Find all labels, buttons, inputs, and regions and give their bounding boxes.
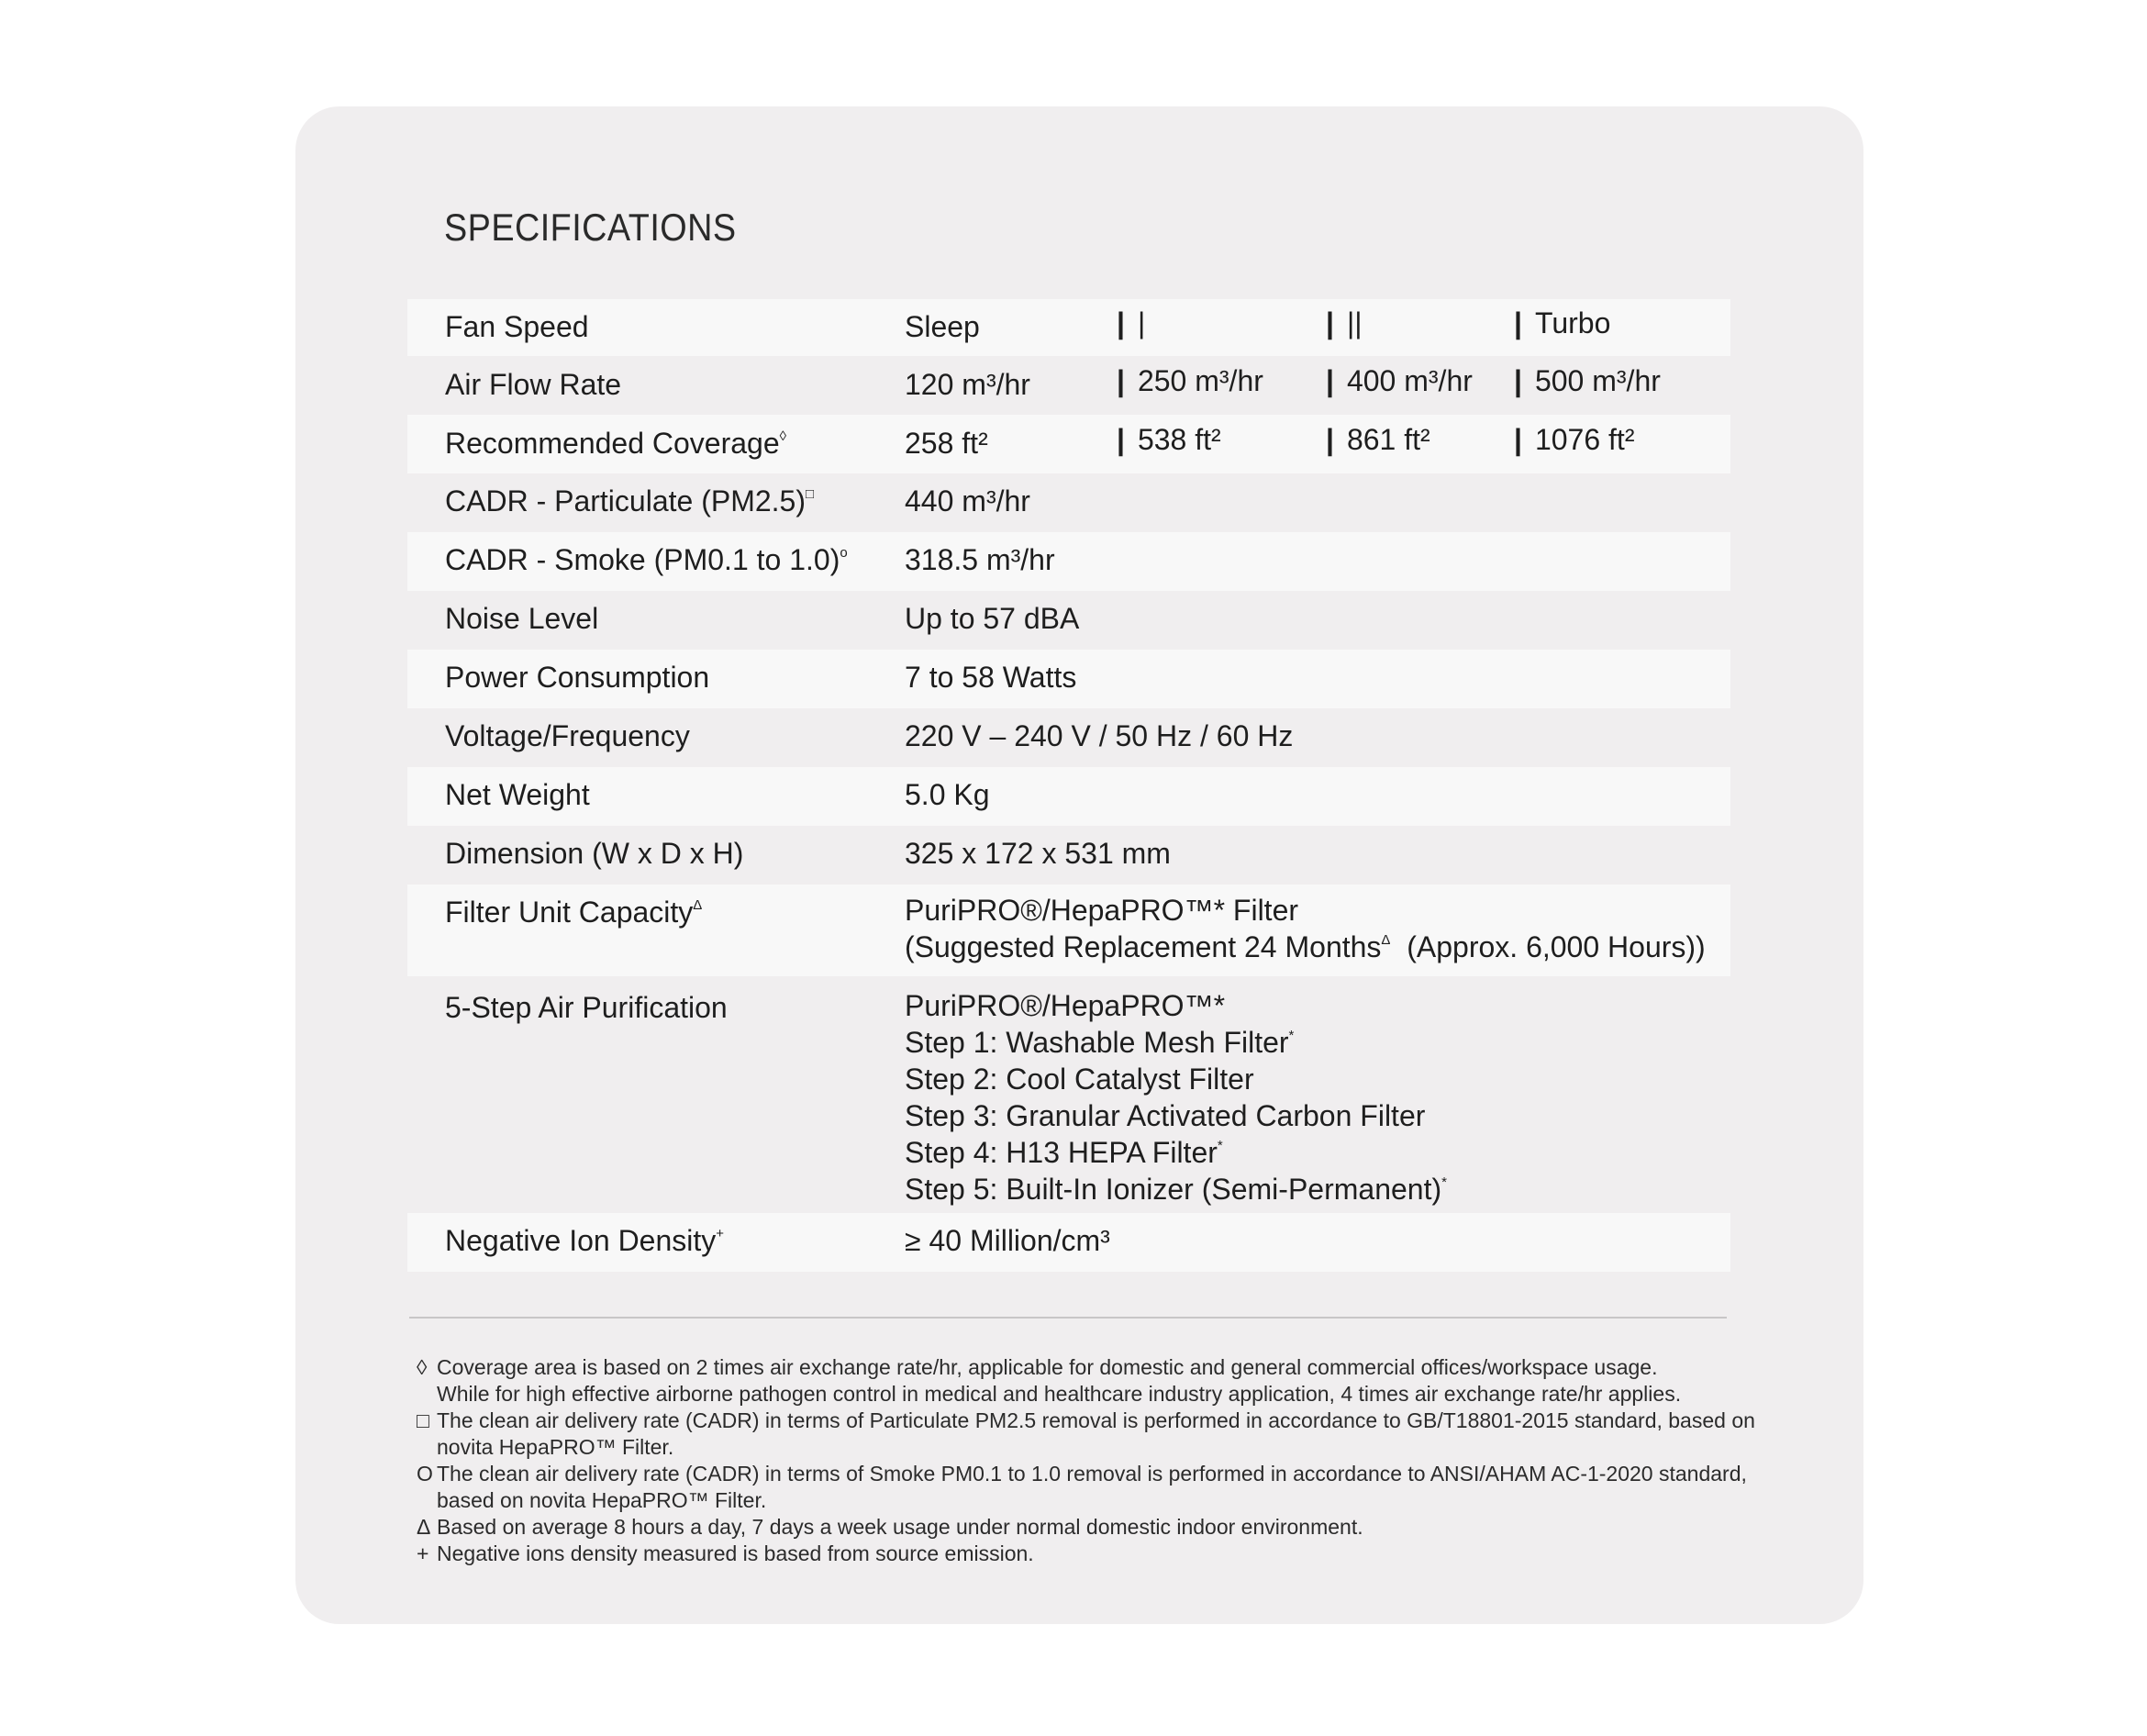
spec-row-purification — [407, 976, 1730, 1213]
spec-label — [445, 1224, 724, 1258]
footnote-line: Negative ions density measured is based from source emission. — [437, 1541, 1034, 1565]
coverage-value — [1326, 423, 1430, 457]
footnote-mark: * — [1441, 1174, 1447, 1190]
footnote-line: While for high effective airborne pathogen control in medical and healthcare industry application, 4 times air exchange rate/hr applies. — [437, 1382, 1682, 1406]
divider — [409, 1317, 1727, 1319]
footnote-line: Based on average 8 hours a day, 7 days a week usage under normal domestic indoor environment. — [437, 1515, 1363, 1539]
column-separator: | — [1117, 364, 1125, 397]
purification-step — [905, 1061, 1447, 1097]
air-flow-value — [1514, 364, 1661, 398]
footnote — [417, 1514, 1756, 1541]
filter-replacement — [905, 929, 1706, 965]
spec-label-text: Negative Ion Density — [445, 1224, 717, 1257]
column-separator: | — [1514, 423, 1522, 456]
spec-row — [407, 473, 1730, 532]
air-flow-value: 120 m³/hr — [905, 368, 1030, 401]
footnote — [417, 1354, 1756, 1408]
spec-row — [407, 532, 1730, 591]
spec-label — [445, 484, 814, 518]
step-text: Step 4: H13 HEPA Filter — [905, 1136, 1218, 1169]
column-separator: | — [1326, 423, 1334, 456]
column-separator: | — [1117, 306, 1125, 339]
fan-speed-level-text: Turbo — [1534, 306, 1611, 339]
spec-label: Dimension (W x D x H) — [445, 837, 744, 870]
spec-label: Voltage/Frequency — [445, 719, 690, 752]
footnote-line: novita HepaPRO™ Filter. — [437, 1435, 674, 1459]
coverage-value: 258 ft² — [905, 427, 988, 460]
footnote — [417, 1408, 1756, 1461]
coverage-value-text: 861 ft² — [1346, 423, 1430, 456]
coverage-value-text: 538 ft² — [1137, 423, 1221, 456]
footnote-mark: * — [1217, 1138, 1223, 1153]
spec-value: 5.0 Kg — [905, 778, 990, 811]
footnote-mark: * — [1288, 1028, 1295, 1043]
spec-row-filter-capacity — [407, 885, 1730, 976]
footnote-symbol: ◊ — [417, 1355, 428, 1379]
fan-speed-level — [1514, 306, 1610, 340]
spec-row — [407, 591, 1730, 650]
filter-name: PuriPRO®/HepaPRO™* Filter — [905, 894, 1299, 927]
step-text: Step 2: Cool Catalyst Filter — [905, 1063, 1254, 1096]
footnote-line: The clean air delivery rate (CADR) in terms of Smoke PM0.1 to 1.0 removal is performed in accordance to ANSI/AHAM AC-1-2020 standard, — [437, 1462, 1747, 1486]
purification-steps — [905, 987, 1447, 1207]
column-separator: | — [1514, 364, 1522, 397]
spec-label: Noise Level — [445, 602, 599, 635]
fan-speed-level — [1326, 306, 1363, 340]
spec-row — [407, 767, 1730, 826]
footnote-symbol: + — [417, 1541, 429, 1565]
spec-label — [445, 896, 702, 929]
spec-label — [445, 543, 848, 577]
footnote-mark: Δ — [1381, 932, 1391, 948]
spec-row-air-flow — [407, 356, 1730, 415]
spec-label — [445, 427, 786, 461]
fan-speed-level — [1117, 306, 1145, 340]
spec-value: 220 V – 240 V / 50 Hz / 60 Hz — [905, 719, 1294, 752]
spec-label-text: Filter Unit Capacity — [445, 896, 694, 929]
spec-row-coverage — [407, 415, 1730, 473]
coverage-value — [1117, 423, 1221, 457]
step-text: Step 5: Built-In Ionizer (Semi-Permanent) — [905, 1173, 1442, 1206]
purification-step — [905, 1171, 1447, 1207]
spec-value — [905, 892, 1706, 965]
fan-speed-level-text: | — [1137, 306, 1146, 339]
air-flow-value-text: 500 m³/hr — [1534, 364, 1661, 397]
footnote-line: based on novita HepaPRO™ Filter. — [437, 1488, 767, 1512]
spec-label: Power Consumption — [445, 661, 710, 694]
column-separator: | — [1326, 364, 1334, 397]
spec-label-text: CADR - Smoke (PM0.1 to 1.0) — [445, 543, 840, 576]
spec-label: Air Flow Rate — [445, 368, 622, 401]
air-flow-value-text: 250 m³/hr — [1137, 364, 1263, 397]
filter-replacement-hours: (Approx. 6,000 Hours)) — [1407, 930, 1706, 963]
footnote-symbol: O — [417, 1462, 433, 1486]
footnote-symbol: □ — [417, 1408, 429, 1432]
footnote-mark: Δ — [693, 897, 703, 913]
step-text: Step 1: Washable Mesh Filter — [905, 1026, 1289, 1059]
purification-step — [905, 1024, 1447, 1061]
footnote-line: The clean air delivery rate (CADR) in terms of Particulate PM2.5 removal is performed in accordance to GB/T18801-2015 standard, based on — [437, 1408, 1755, 1432]
spec-label: 5-Step Air Purification — [445, 991, 728, 1024]
spec-value: 440 m³/hr — [905, 484, 1030, 517]
spec-row — [407, 826, 1730, 885]
footnote-symbol: Δ — [417, 1515, 431, 1539]
spec-row-ion-density — [407, 1213, 1730, 1272]
footnote-line: Coverage area is based on 2 times air exchange rate/hr, applicable for domestic and general commercial offices/workspace usage. — [437, 1355, 1658, 1379]
specifications-card — [295, 106, 1863, 1624]
fan-speed-level: Sleep — [905, 310, 980, 343]
purification-header: PuriPRO®/HepaPRO™* — [905, 989, 1226, 1022]
footnote — [417, 1461, 1756, 1514]
filter-replacement-text: (Suggested Replacement 24 Months — [905, 930, 1382, 963]
spec-value: ≥ 40 Million/cm³ — [905, 1224, 1110, 1257]
coverage-value-text: 1076 ft² — [1534, 423, 1635, 456]
footnote-mark: o — [840, 545, 848, 561]
footnote-mark: □ — [805, 486, 815, 502]
spec-label: Fan Speed — [445, 310, 589, 343]
column-separator: | — [1514, 306, 1522, 339]
air-flow-value-text: 400 m³/hr — [1346, 364, 1473, 397]
column-separator: | — [1117, 423, 1125, 456]
page-title: SPECIFICATIONS — [444, 206, 737, 249]
spec-value: 318.5 m³/hr — [905, 543, 1055, 576]
spec-table — [407, 299, 1730, 1272]
spec-value: 325 x 172 x 531 mm — [905, 837, 1171, 870]
footnote-mark: + — [716, 1226, 725, 1241]
footnote — [417, 1541, 1756, 1567]
footnote-mark: ◊ — [779, 428, 787, 444]
air-flow-value — [1326, 364, 1473, 398]
fan-speed-level-text: || — [1346, 306, 1363, 339]
spec-label-text: Recommended Coverage — [445, 427, 780, 460]
spec-row — [407, 708, 1730, 767]
spec-value: Up to 57 dBA — [905, 602, 1080, 635]
spec-row-fan-speed — [407, 299, 1730, 356]
coverage-value — [1514, 423, 1634, 457]
spec-row — [407, 650, 1730, 708]
spec-label: Net Weight — [445, 778, 590, 811]
purification-step — [905, 1134, 1447, 1171]
spec-label-text: CADR - Particulate (PM2.5) — [445, 484, 806, 517]
spec-value: 7 to 58 Watts — [905, 661, 1077, 694]
step-text: Step 3: Granular Activated Carbon Filter — [905, 1099, 1426, 1132]
purification-step — [905, 1097, 1447, 1134]
column-separator: | — [1326, 306, 1334, 339]
footnotes — [417, 1354, 1756, 1567]
air-flow-value — [1117, 364, 1263, 398]
